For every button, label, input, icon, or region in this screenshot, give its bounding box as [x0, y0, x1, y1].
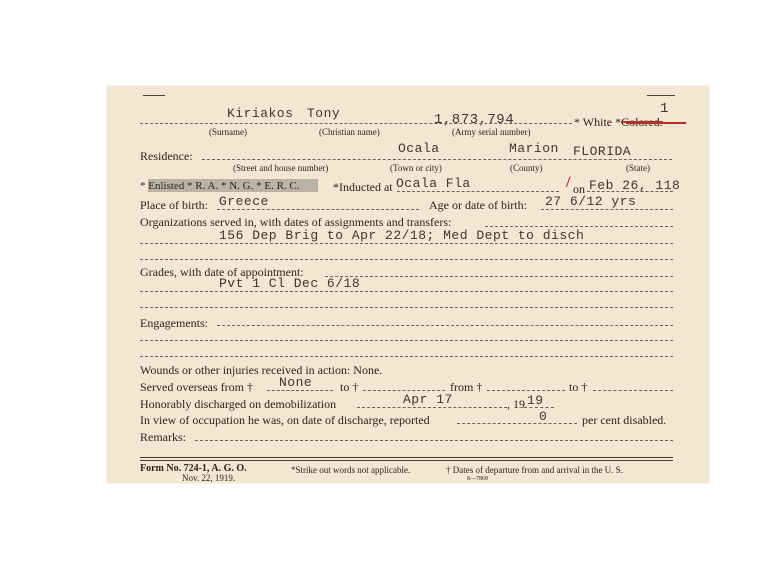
overseas-from-line-2 — [487, 390, 565, 391]
form-number: Form No. 724-1, A. G. O. — [140, 463, 247, 474]
card-number: 1 — [660, 101, 669, 117]
organizations-label: Organizations served in, with dates of assignments and transfers: — [140, 215, 452, 229]
remarks-label: Remarks: — [140, 430, 186, 444]
birth-place-line — [217, 209, 419, 210]
form-date: Nov. 22, 1919. — [182, 473, 236, 483]
disabled-percent-value: 0 — [539, 409, 548, 424]
grades-line-3 — [140, 307, 673, 308]
discharge-year-line — [524, 407, 554, 408]
serial-value: 1,873,794 — [434, 112, 515, 128]
christian-name-caption: (Christian name) — [319, 127, 380, 137]
induction-place-line — [397, 191, 559, 192]
engagements-line-2 — [140, 340, 673, 341]
induction-place-value: Ocala Fla — [396, 176, 471, 191]
induction-date-line — [587, 191, 673, 192]
engagements-line-1 — [217, 325, 673, 326]
discharge-year-value: 19 — [527, 393, 544, 408]
grades-line-1 — [325, 276, 673, 277]
induction-date-value: Feb 26, 118 — [589, 178, 681, 193]
colored-strikeout — [626, 122, 686, 124]
footnote-dates: † Dates of departure from and arrival in the U. S. — [446, 465, 623, 475]
name-line — [140, 123, 572, 124]
discharge-date-value: Apr 17 — [403, 392, 453, 407]
top-right-rule — [647, 95, 675, 96]
residence-line — [202, 159, 672, 160]
organizations-line-3 — [140, 259, 673, 260]
organizations-value: 156 Dep Brig to Apr 22/18; Med Dept to disch — [219, 228, 585, 243]
christian-name-value: Tony — [307, 106, 341, 121]
to-label-2: to † — [569, 380, 588, 394]
year-prefix: , 19 — [507, 397, 525, 411]
grades-label: Grades, with date of appointment: — [140, 265, 304, 279]
inducted-label: *Inducted at — [333, 180, 393, 194]
on-label: on — [573, 182, 585, 196]
overseas-to-line-2 — [593, 390, 673, 391]
place-of-birth-label: Place of birth: — [140, 198, 208, 212]
town-value: Ocala — [398, 141, 440, 156]
age-line — [541, 209, 673, 210]
discharge-label: Honorably discharged on demobilization — [140, 397, 337, 411]
organizations-line-2 — [140, 243, 673, 244]
county-caption: (County) — [510, 163, 543, 173]
overseas-to-line — [363, 390, 445, 391]
serial-caption: (Army serial number) — [452, 127, 531, 137]
surname-caption: (Surname) — [209, 127, 247, 137]
engagements-line-3 — [140, 356, 673, 357]
remarks-line-1 — [195, 440, 673, 441]
grades-value: Pvt 1 Cl Dec 6/18 — [219, 276, 361, 291]
town-caption: (Town or city) — [390, 163, 442, 173]
from-label-2: from † — [450, 380, 483, 394]
top-left-rule — [143, 95, 165, 96]
residence-label: Residence: — [140, 149, 193, 163]
to-label-1: to † — [340, 380, 359, 394]
footer-rule-1 — [140, 457, 673, 458]
red-check-mark: / — [566, 174, 571, 191]
state-caption: (State) — [626, 163, 650, 173]
birth-place-value: Greece — [219, 194, 269, 209]
enlisted-label: * Enlisted * R. A. * N. G. * E. R. C. — [140, 180, 300, 192]
age-value: 27 6/12 yrs — [545, 194, 637, 209]
service-record-card — [107, 86, 709, 483]
occupation-label: In view of occupation he was, on date of discharge, reported — [140, 413, 430, 427]
street-caption: (Street and house number) — [233, 163, 329, 173]
discharge-date-line — [357, 407, 507, 408]
printer-code: 8—7869 — [467, 476, 488, 482]
age-label: Age or date of birth: — [429, 198, 527, 212]
percent-label: per cent disabled. — [582, 413, 667, 427]
engagements-label: Engagements: — [140, 316, 208, 330]
county-value: Marion — [509, 141, 559, 156]
state-value: FLORIDA — [573, 144, 632, 159]
footer-rule-2 — [140, 460, 673, 461]
surname-value: Kiriakos — [227, 106, 294, 121]
overseas-from-line — [267, 390, 333, 391]
wounds-label: Wounds or other injuries received in action: None. — [140, 363, 383, 377]
grades-line-2 — [140, 291, 673, 292]
disabled-percent-line — [457, 423, 577, 424]
served-overseas-label: Served overseas from † — [140, 380, 253, 394]
footnote-strike: *Strike out words not applicable. — [291, 465, 411, 475]
race-label: * White *Colored. — [574, 115, 663, 129]
organizations-line-1 — [485, 226, 673, 227]
overseas-value: None — [279, 375, 313, 390]
